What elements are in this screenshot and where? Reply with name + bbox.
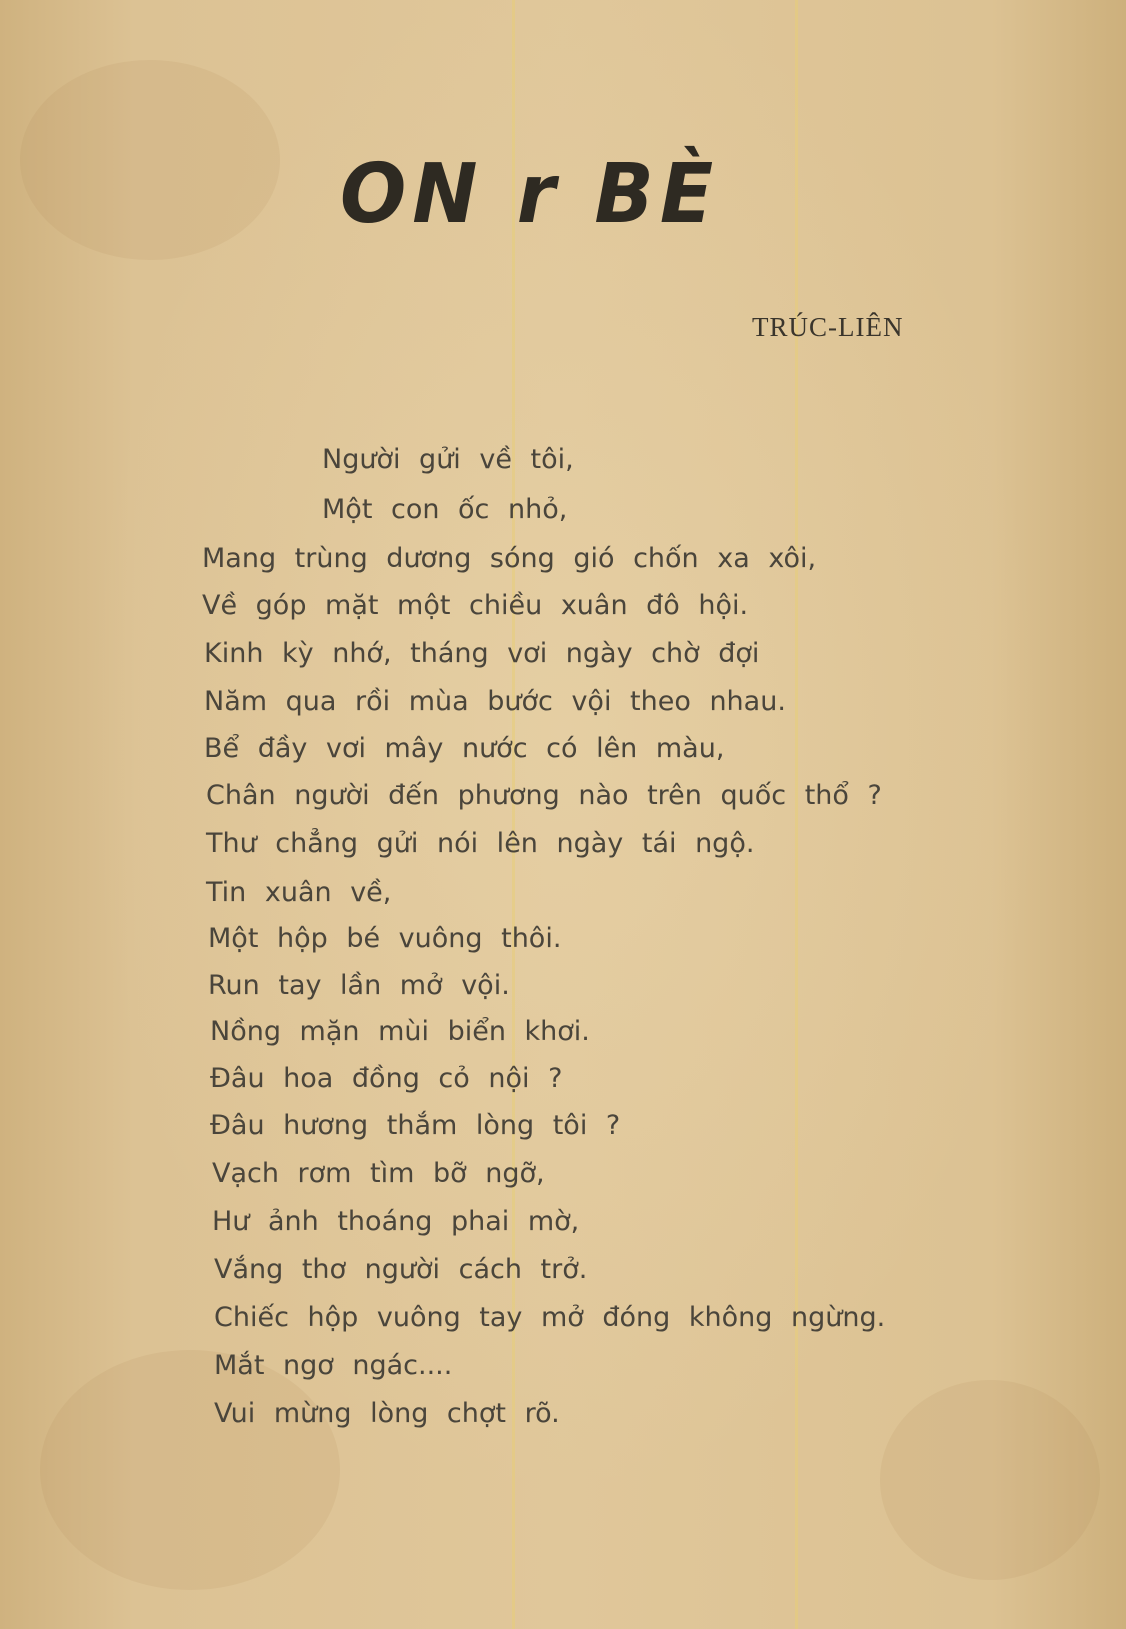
poem-line: Thư chẳng gửi nói lên ngày tái ngộ. — [206, 828, 755, 859]
poem-line: Chân người đến phương nào trên quốc thổ ? — [206, 780, 882, 811]
poem-author: TRÚC-LIÊN — [752, 312, 904, 342]
poem-line: Bể đầy vơi mây nước có lên màu, — [204, 733, 725, 764]
poem-line: Một hộp bé vuông thôi. — [208, 923, 562, 954]
poem-line: Kinh kỳ nhớ, tháng vơi ngày chờ đợi — [204, 638, 760, 669]
poem-line: Người gửi về tôi, — [322, 444, 574, 475]
poem-line: Nồng mặn mùi biển khơi. — [210, 1016, 590, 1047]
poem-line: Tin xuân về, — [206, 877, 392, 908]
poem-line: Mang trùng dương sóng gió chốn xa xôi, — [202, 543, 817, 574]
poem-line: Năm qua rồi mùa bước vội theo nhau. — [204, 686, 786, 717]
poem-line: Vắng thơ người cách trở. — [214, 1254, 588, 1285]
poem-line: Run tay lần mở vội. — [208, 970, 510, 1001]
poem-line: Vạch rơm tìm bỡ ngỡ, — [212, 1158, 545, 1189]
poem-line: Vui mừng lòng chợt rõ. — [214, 1398, 560, 1429]
poem-line: Đâu hương thắm lòng tôi ? — [210, 1110, 621, 1141]
poem-line: Hư ảnh thoáng phai mờ, — [212, 1206, 580, 1237]
poem-title: ON r BÈ — [340, 147, 720, 242]
poem-line: Chiếc hộp vuông tay mở đóng không ngừng. — [214, 1302, 886, 1333]
poem-line: Một con ốc nhỏ, — [322, 494, 568, 525]
poem-line: Mắt ngơ ngác.... — [214, 1350, 453, 1381]
poem-line: Về góp mặt một chiều xuân đô hội. — [202, 590, 749, 621]
poem-line: Đâu hoa đồng cỏ nội ? — [210, 1063, 563, 1094]
